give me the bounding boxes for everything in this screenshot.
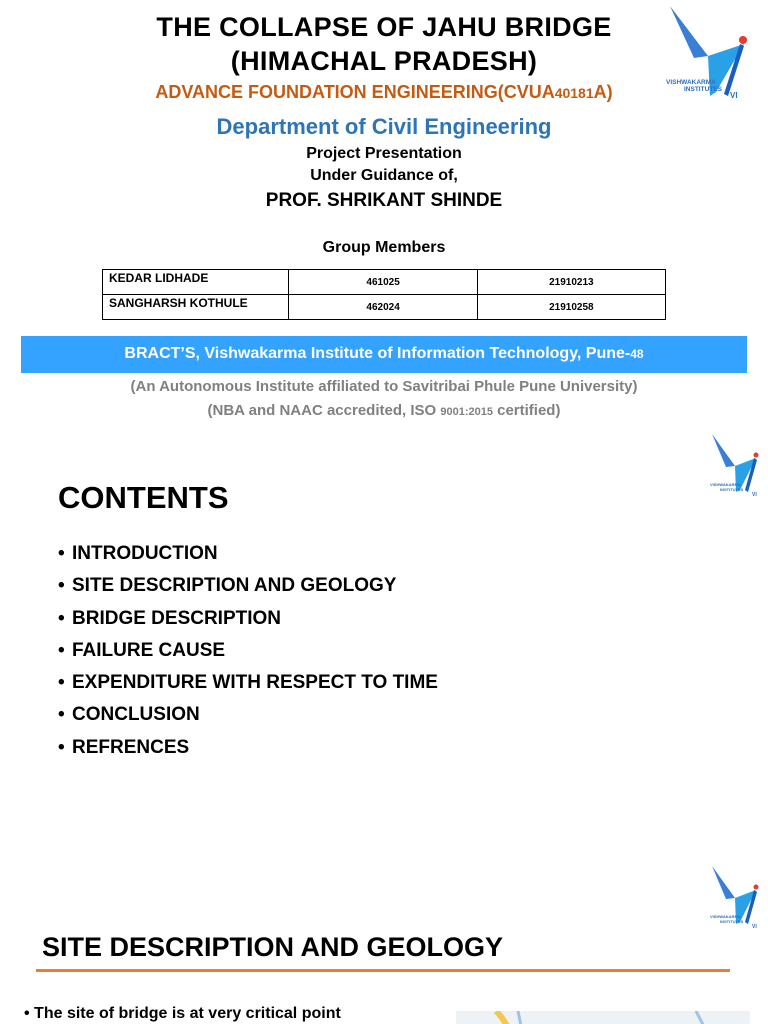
svg-text:VI: VI bbox=[752, 924, 757, 930]
list-item: • SITE DESCRIPTION AND GEOLOGY bbox=[58, 575, 397, 597]
list-item: • INTRODUCTION bbox=[58, 543, 218, 564]
svg-text:INSTITUTES: INSTITUTES bbox=[684, 86, 722, 93]
member-prn: 21910258 bbox=[477, 295, 665, 320]
table-row bbox=[103, 270, 666, 295]
group-members-heading: Group Members bbox=[322, 239, 446, 256]
vishwakarma-logo bbox=[708, 864, 764, 930]
course-name: ADVANCE FOUNDATION ENGINEERING(CVUA40181A) bbox=[155, 82, 613, 102]
accreditation-text: (NBA and NAAC accredited, ISO 9001:2015 certified) bbox=[207, 402, 561, 419]
affiliation-text: (An Autonomous Institute affiliated to Savitribai Phule Pune University) bbox=[130, 378, 638, 395]
svg-text:INSTITUTES: INSTITUTES bbox=[720, 919, 744, 924]
department-name: Department of Civil Engineering bbox=[216, 114, 552, 139]
list-item: • BRIDGE DESCRIPTION bbox=[58, 607, 282, 629]
group-members-table bbox=[102, 269, 666, 320]
guidance-label: Under Guidance of, bbox=[310, 167, 458, 184]
list-item: • FAILURE CAUSE bbox=[58, 639, 226, 661]
svg-text:VI: VI bbox=[752, 492, 757, 498]
title-underline bbox=[36, 969, 730, 972]
site-bullet-text: • The site of bridge is at very critical point bbox=[24, 1005, 341, 1022]
contents-slide bbox=[0, 432, 768, 864]
contents-list bbox=[58, 538, 438, 764]
table-row bbox=[103, 295, 666, 320]
vishwakarma-logo bbox=[708, 432, 764, 498]
member-id: 462024 bbox=[289, 295, 477, 320]
svg-text:VISHWAKARMA: VISHWAKARMA bbox=[710, 482, 741, 487]
title-slide bbox=[0, 0, 768, 432]
member-prn: 21910213 bbox=[477, 270, 665, 295]
svg-text:VISHWAKARMA: VISHWAKARMA bbox=[666, 79, 716, 86]
site-description-slide bbox=[0, 864, 768, 1024]
vishwakarma-logo bbox=[664, 4, 756, 100]
svg-text:VI: VI bbox=[730, 91, 738, 100]
institute-banner: BRACT’S, Vishwakarma Institute of Information Technology, Pune-48 bbox=[21, 336, 747, 373]
site-description-title: SITE DESCRIPTION AND GEOLOGY bbox=[42, 932, 504, 962]
member-name: SANGHARSH KOTHULE bbox=[103, 295, 289, 320]
list-item: • CONCLUSION bbox=[58, 704, 200, 726]
svg-text:VISHWAKARMA: VISHWAKARMA bbox=[710, 914, 741, 919]
svg-text:INSTITUTES: INSTITUTES bbox=[720, 487, 744, 492]
list-item: • EXPENDITURE WITH RESPECT TO TIME bbox=[58, 672, 438, 694]
contents-title: CONTENTS bbox=[58, 480, 229, 515]
professor-name: PROF. SHRIKANT SHINDE bbox=[265, 190, 503, 211]
member-id: 461025 bbox=[289, 270, 477, 295]
presentation-title-line2: (HIMACHAL PRADESH) bbox=[230, 46, 538, 76]
list-item: • REFRENCES bbox=[58, 736, 190, 758]
project-presentation-label: Project Presentation bbox=[306, 145, 462, 162]
member-name: KEDAR LIDHADE bbox=[103, 270, 289, 295]
site-map-image bbox=[456, 1011, 750, 1024]
presentation-title-line1: THE COLLAPSE OF JAHU BRIDGE bbox=[156, 12, 612, 42]
